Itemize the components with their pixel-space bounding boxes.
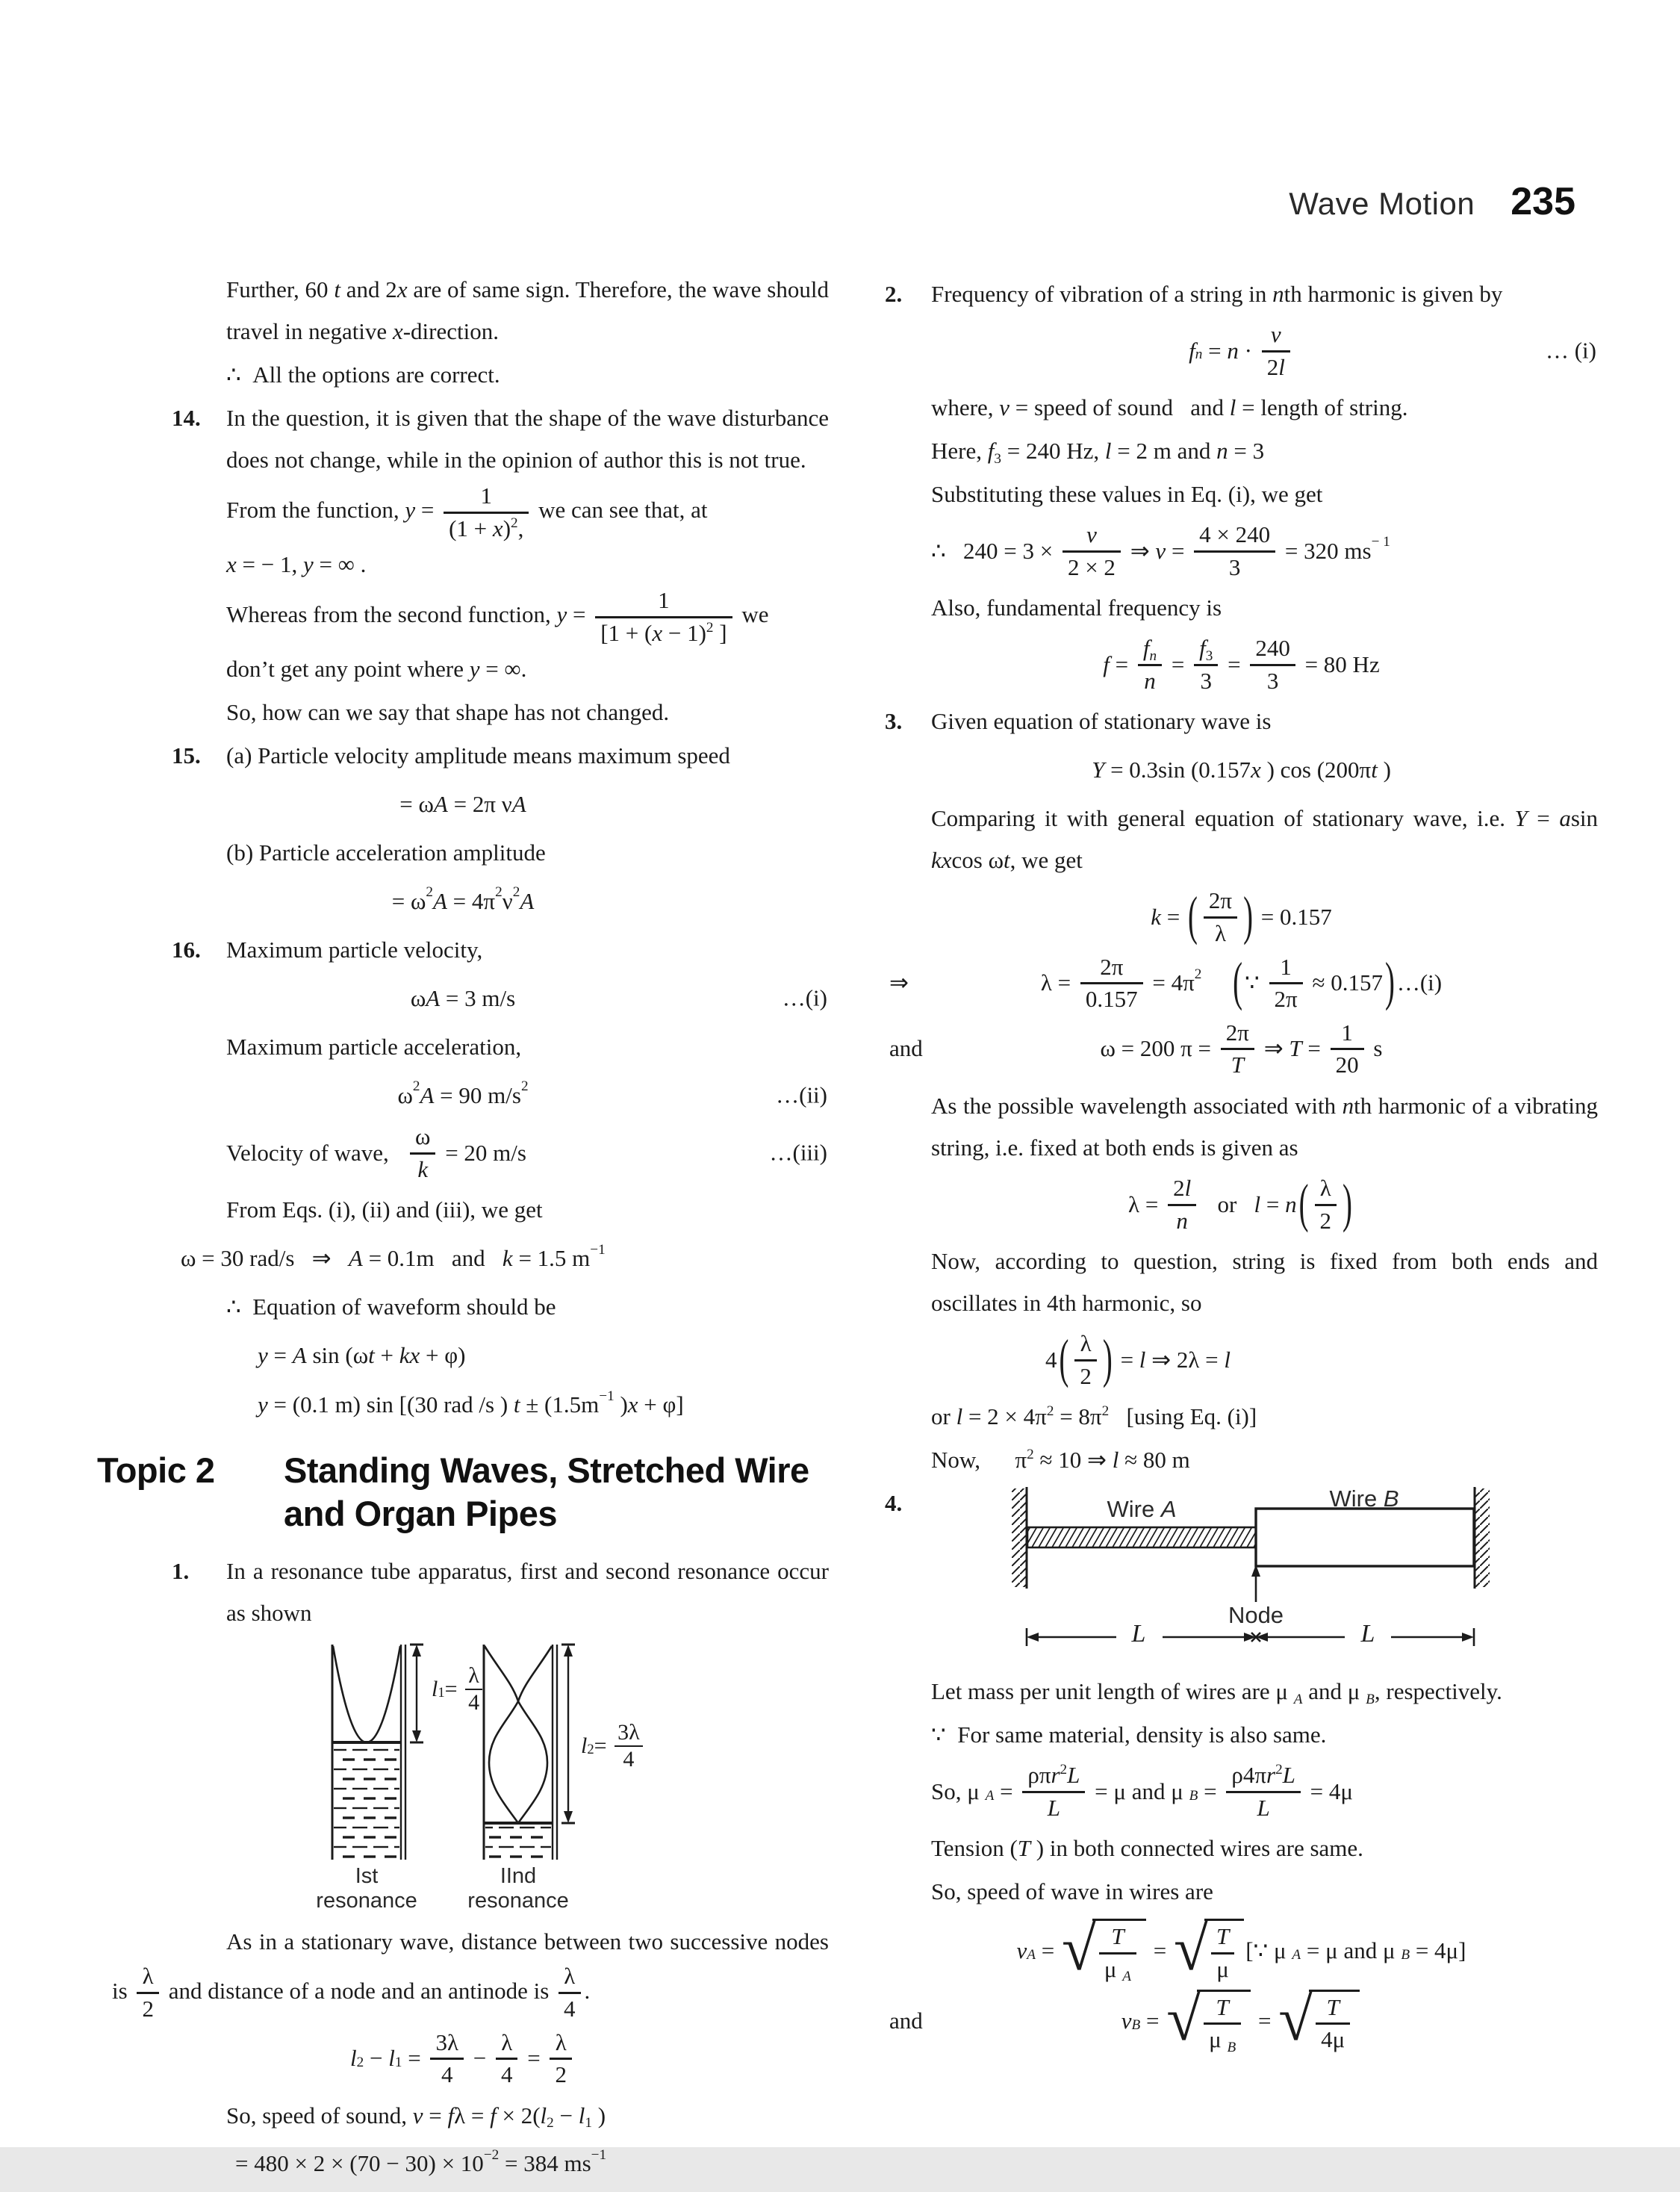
t2-sol2-intro — [885, 273, 1598, 315]
t2-sol3-eq3 — [885, 954, 1598, 1013]
t2-sol3-eq4 — [885, 1019, 1598, 1079]
equation-tag: …(i) — [782, 984, 827, 1011]
sol16-waveform-note — [97, 1286, 829, 1328]
text-content: Substituting these values in Eq. (i), we get — [931, 481, 1323, 508]
topic-2-heading — [97, 1449, 829, 1536]
caption-second-resonance: IInd resonance — [467, 1864, 569, 1913]
t2-sol2-fundamental — [885, 587, 1598, 629]
right-column — [885, 272, 1598, 2060]
text-content: Let mass per unit length of wires are μ $_A$ and μ $_B$, respectively. — [931, 1678, 1502, 1707]
text-content: Maximum particle velocity, — [226, 937, 483, 963]
text-content: ω = 200 π = $\frac{2\pi}{T}$ ⇒ T = $\frac{1}{20}$ s — [1100, 1019, 1383, 1078]
text-content: ω = 30 rad/s ⇒ A = 0.1m and k = 1.5 m $^{-1}$ — [181, 1241, 606, 1272]
text-content: ∴ All the options are correct. — [226, 361, 500, 388]
text-content: Y = 0.3sin (0.157 x ) cos (200π t ) — [1092, 757, 1391, 783]
text-content: In the question, it is given that the shape of the wave disturbance does not change, while in the opinion of author this is not true. — [226, 405, 829, 473]
text-content: k = ( $\frac{2\pi}{\lambda}$ ) = 0.157 — [1151, 887, 1332, 947]
text-content: Maximum particle acceleration, — [226, 1034, 522, 1061]
sol16-acceleration — [97, 1026, 829, 1068]
text-content: Velocity of wave, $\frac{\omega}{k}$ = 20 m/s — [226, 1123, 526, 1182]
text-content: 4 ( $\frac{\lambda}{2}$ ) = l ⇒ 2λ = l — [1045, 1329, 1231, 1389]
item-number: 14. — [172, 405, 201, 431]
t2-sol2-substitute — [885, 474, 1598, 515]
page-number: 235 — [1511, 180, 1575, 223]
formula-lead: ⇒ — [889, 969, 909, 996]
t2-sol3-eq5 — [885, 1175, 1598, 1235]
item-number: 2. — [885, 281, 903, 307]
equation-tag: …(iii) — [769, 1140, 827, 1167]
text-content: ω A = 3 m/s — [410, 984, 516, 1011]
formula-lead: and — [889, 1035, 923, 1062]
page-header — [1157, 179, 1575, 224]
text-content: Whereas from the second function, y = $\frac{1}{[1 + (x - 1)^2 ]}$ we — [226, 587, 769, 646]
text-content: y = (0.1 m) sin [(30 rad /s ) t ± (1.5m $^{-1}$ ) x + φ] — [258, 1388, 684, 1418]
left-column — [97, 267, 829, 2192]
item-number: 16. — [172, 937, 201, 963]
equation-tag: … (i) — [1545, 337, 1596, 364]
text-content: Frequency of vibration of a string in nth harmonic is given by — [931, 281, 1503, 307]
text-content: l $_2$ − l $_1$ = $\frac{3\lambda}{4}$ − $\frac{\lambda}{4}$ = $\frac{\lambda}{2}$ — [350, 2029, 576, 2089]
sol14-intro — [97, 397, 829, 481]
item-number: 3. — [885, 708, 903, 735]
sol16-results — [97, 1237, 829, 1280]
text-content: So, speed of wave in wires are — [931, 1878, 1213, 1905]
text-content: From the function, y = $\frac{1}{(1 + x)^2,}$ we can see that, at — [226, 482, 708, 541]
t2-sol3-4th-harmonic — [885, 1241, 1598, 1324]
t2-sol3-wavelength-note — [885, 1085, 1598, 1169]
sol16-velocity — [97, 929, 829, 971]
figure-resonance-tubes — [97, 1639, 829, 1913]
text-content: Comparing it with general equation of stationary wave, i.e. Y = asin kxcos ωt, we get — [931, 805, 1598, 874]
t2-sol4-eq2 — [885, 1913, 1598, 1985]
t2-sol2-here — [885, 430, 1598, 472]
sol15b — [97, 832, 829, 874]
t2-sol1-eq1 — [97, 2029, 829, 2089]
sol14-conclusion — [97, 692, 829, 733]
dimension-l-right: L — [1360, 1620, 1375, 1648]
item-number: 4. — [885, 1490, 903, 1517]
text-content: Now, according to question, string is fixed from both ends and oscillates in 4th harmonic, so — [931, 1248, 1598, 1317]
text-content: ∴ Equation of waveform should be — [226, 1294, 556, 1320]
t2-sol4-tension-note — [885, 1828, 1598, 1869]
chapter-title: Wave Motion — [1289, 186, 1475, 221]
sol16-eq2 — [97, 1074, 829, 1117]
text-content: Now, $\pi^2 \approx 10$ ⇒ l ≈ 80 m — [931, 1447, 1190, 1474]
text-content: So, μ $_A$ = $\frac{\rho\pi r^2L}{L}$ = μ and μ $_B$ = $\frac{\rho 4\pi r^2L}{L}$ = 4μ — [931, 1762, 1354, 1821]
text-content: where, v = speed of sound and l = length of string. — [931, 394, 1408, 421]
t2-sol3-eq2 — [885, 887, 1598, 947]
t2-sol2-where — [885, 387, 1598, 429]
label-l2: l $_2$ = $\frac{3\lambda}{4}$ — [581, 1721, 645, 1771]
t2-sol3-result — [885, 1439, 1598, 1481]
t2-sol4-speed-note — [885, 1871, 1598, 1913]
topic-title-line1: Standing Waves, Stretched Wire — [284, 1450, 809, 1491]
figure-two-wires — [885, 1484, 1598, 1665]
text-content: ω $^2$ A = 90 m/s $^2$ — [397, 1078, 529, 1108]
sol14-function2 — [97, 587, 829, 647]
sol16-from-eqs — [97, 1189, 829, 1231]
text-content: = 480 × 2 × (70 − 30) × 10 $^{-2}$ = 384 ms $^{-1}$ — [235, 2146, 607, 2177]
t2-sol2-eq1 — [885, 321, 1598, 381]
text-content: Further, 60 t and 2x are of same sign. Therefore, the wave should travel in negative x-direction. — [226, 276, 829, 344]
text-content: As in a stationary wave, distance between two successive nodes is $\frac{\lambda}{2}$ and distance of a node and an antinode is $\frac{\lambda}{4}$ . — [112, 1928, 829, 2022]
text-content: f = $\frac{f_n}{n}$ = $\frac{f_3}{3}$ = $\frac{240}{3}$ = 80 Hz — [1103, 635, 1380, 694]
formula-lead: and — [889, 2008, 923, 2034]
text-content: In a resonance tube apparatus, first and second resonance occur as shown — [226, 1558, 829, 1627]
text-content: don’t get any point where y = ∞. — [226, 656, 527, 683]
topic-title-line2: and Organ Pipes — [284, 1494, 557, 1534]
t2-sol3-compare — [885, 798, 1598, 881]
text-content: As the possible wavelength associated with nth harmonic of a vibrating string, i.e. fixed at both ends is given as — [931, 1092, 1598, 1161]
t2-sol1-node-note — [97, 1921, 829, 2022]
sol13-conclusion — [97, 354, 829, 396]
text-content: Here, $f_3 = 240$ Hz, l = 2 m and n = 3 — [931, 438, 1265, 467]
text-content: Also, fundamental frequency is — [931, 594, 1222, 621]
sol16-waveform2 — [97, 1383, 829, 1426]
text-content: So, speed of sound, $v = f\lambda = f \times 2(l_2 - l_1$ ) — [226, 2102, 606, 2132]
sol15b-eq — [97, 880, 829, 923]
text-content: ∴ 240 = 3 × $\frac{v}{2 \times 2}$ ⇒ v = $\frac{4 \times 240}{3}$ = 320 ms $^{- 1}$ — [931, 521, 1390, 580]
dimension-l-left: L — [1131, 1620, 1146, 1648]
text-content: (b) Particle acceleration amplitude — [226, 839, 546, 866]
label-l1: l $_1$ = $\frac{\lambda}{4}$ — [432, 1664, 485, 1714]
text-content: f $_n$ = n · $\frac{v}{2l}$ — [1189, 321, 1294, 381]
t2-sol1-speed — [97, 2095, 829, 2137]
text-content: y = A sin (ω t + kx + φ) — [258, 1342, 466, 1369]
text-content: (a) Particle velocity amplitude means maximum speed — [226, 742, 730, 769]
item-number: 15. — [172, 742, 201, 769]
topic-label: Topic 2 — [97, 1450, 215, 1491]
label-wire-b: Wire B — [1329, 1485, 1399, 1512]
sol14-no-point — [97, 648, 829, 690]
t2-sol4-mass-note — [885, 1671, 1598, 1713]
t2-sol1-result — [97, 2143, 829, 2186]
text-content: ∵ For same material, density is also same. — [931, 1721, 1327, 1748]
t2-sol3-eq6 — [885, 1330, 1598, 1390]
equation-tag: …(ii) — [776, 1081, 827, 1108]
text-content: x = − 1, y = ∞ . — [226, 551, 367, 578]
t2-sol2-eq3 — [885, 635, 1598, 695]
text-content: = ω $^2$ A = 4π $^2$ ν $^2$ A — [391, 884, 535, 914]
label-wire-a: Wire A — [1107, 1496, 1177, 1523]
t2-sol4-density-note — [885, 1714, 1598, 1756]
t2-sol1-intro — [97, 1550, 829, 1634]
text-content: So, how can we say that shape has not changed. — [226, 699, 670, 726]
sol14-x-value — [97, 544, 829, 586]
t2-sol4-eq3 — [885, 1984, 1598, 2055]
text-content: or $l = 2 \times 4\pi^2 = 8\pi^2$ [using Eq. (i)] — [931, 1403, 1257, 1430]
text-content: Tension (T ) in both connected wires are same. — [931, 1835, 1363, 1862]
topic-title — [284, 1449, 809, 1536]
t2-sol3-eq7 — [885, 1396, 1598, 1438]
text-content: v $_A$ = √ $\frac{T}{\mu _A}$ = √ $\frac{T}{\mu}$ [∵ μ $_A$ = μ and μ $_B$ = 4μ] — [1016, 1913, 1466, 1985]
sol16-eq3 — [97, 1123, 829, 1183]
text-content: λ = $\frac{2\pi}{0.157}$ = 4π $^2$ ( ∵ $\frac{1}{2\pi}$ ≈ 0.157 ) …(i) — [1040, 952, 1443, 1013]
text-content: λ = $\frac{2l}{n}$ or l = n ( $\frac{\lambda}{2}$ ) — [1128, 1173, 1352, 1234]
item-number: 1. — [172, 1558, 190, 1585]
text-content: From Eqs. (i), (ii) and (iii), we get — [226, 1196, 543, 1223]
caption-first-resonance: Ist resonance — [316, 1864, 417, 1913]
sol13-direction-note — [97, 269, 829, 353]
t2-sol3-eq1 — [885, 748, 1598, 792]
t2-sol2-eq2 — [885, 521, 1598, 581]
t2-sol4-eq1 — [885, 1762, 1598, 1822]
sol15a-eq — [97, 783, 829, 826]
sol15a — [97, 735, 829, 777]
sol16-eq1 — [97, 977, 829, 1020]
label-node: Node — [1228, 1602, 1284, 1629]
sol16-waveform1 — [97, 1334, 829, 1377]
t2-sol3-intro — [885, 701, 1598, 742]
text-content: v $_B$ = √ $\frac{T}{\mu _B}$ = √ $\frac{T}{4\mu}$ — [1121, 1990, 1362, 2054]
text-content: = ω A = 2π ν A — [399, 790, 526, 817]
sol14-function1 — [97, 482, 829, 542]
text-content: Given equation of stationary wave is — [931, 708, 1272, 735]
